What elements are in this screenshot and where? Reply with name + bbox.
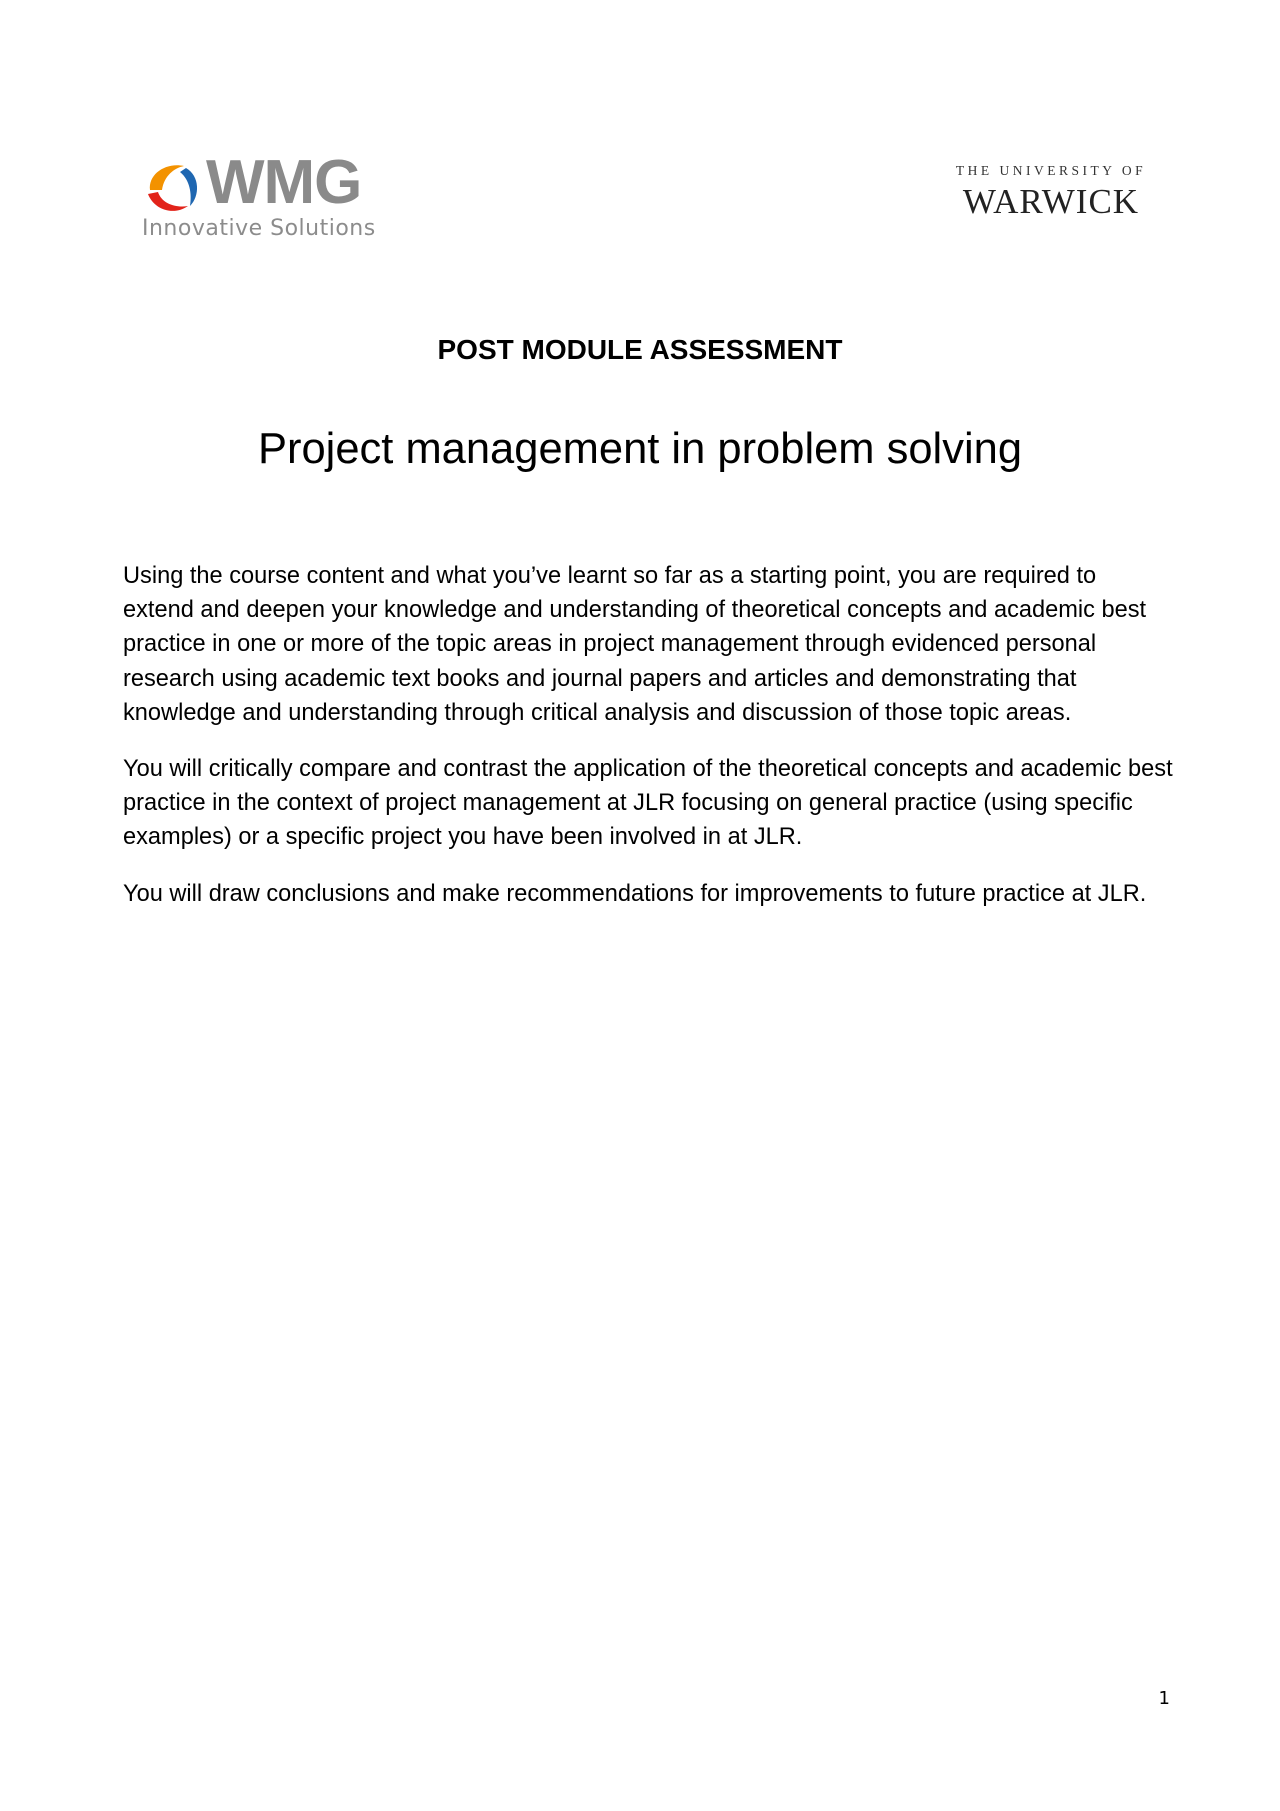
wmg-swoosh-icon (140, 160, 202, 216)
warwick-top-line: THE UNIVERSITY OF (955, 163, 1147, 178)
wmg-tagline: Innovative Solutions (142, 216, 376, 241)
document-title: Project management in problem solving (257, 425, 1023, 473)
paragraph: You will critically compare and contrast the application of the theoretical concepts and academic best practice in the context of project management at JLR focusing on general practice (using specific examples) or a specific project you have been involved in at JLR. (123, 756, 1173, 851)
wmg-logo (140, 148, 440, 248)
paragraph: Using the course content and what you’ve learnt so far as a starting point, you are required to extend and deepen your knowledge and understanding of theoretical concepts and academic best practice in one or more of the topic areas in project management through evidenced personal research using academic text books and journal papers and articles and demonstrating that knowledge and understanding through critical analysis and discussion of those topic areas. (123, 563, 1147, 726)
body-text (123, 559, 1173, 933)
paragraph: You will draw conclusions and make recommendations for improvements to future practice at JLR. (123, 880, 1147, 907)
page-number: 1 (1158, 1688, 1170, 1709)
wmg-wordmark: WMG (206, 148, 362, 217)
warwick-logo (948, 164, 1154, 234)
warwick-main-line: WARWICK (962, 181, 1140, 221)
assessment-heading: POST MODULE ASSESSMENT (437, 334, 843, 365)
